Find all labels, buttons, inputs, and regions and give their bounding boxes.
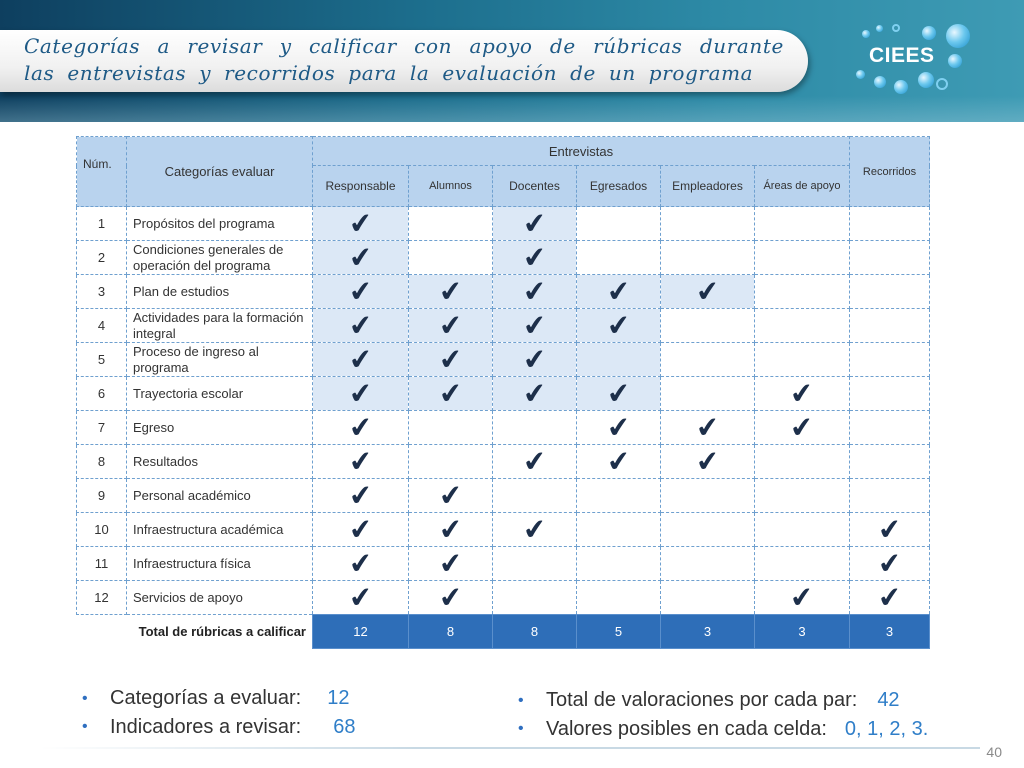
rubrics-table: [76, 136, 930, 649]
checkmark-icon: ✔: [347, 239, 374, 275]
check-cell: [577, 479, 661, 513]
row-category: Personal académico: [127, 479, 313, 513]
check-cell: [493, 241, 577, 275]
row-number: 7: [77, 411, 127, 445]
header-empleadores: Empleadores: [661, 166, 755, 207]
row-number: 4: [77, 309, 127, 343]
check-cell: [493, 445, 577, 479]
checkmark-icon: ✔: [437, 511, 464, 547]
check-cell: [493, 343, 577, 377]
check-cell: [755, 445, 850, 479]
check-cell: [755, 343, 850, 377]
bullet-icon: •: [82, 689, 88, 707]
check-cell: [577, 581, 661, 615]
check-cell: [850, 513, 930, 547]
check-cell: [313, 547, 409, 581]
checkmark-icon: ✔: [521, 239, 548, 275]
checkmark-icon: ✔: [347, 307, 374, 343]
checkmark-icon: ✔: [347, 205, 374, 241]
check-cell: [577, 411, 661, 445]
total-value: 8: [409, 615, 493, 649]
checkmark-icon: ✔: [347, 511, 374, 547]
header-responsable: Responsable: [313, 166, 409, 207]
check-cell: [755, 479, 850, 513]
check-cell: [661, 241, 755, 275]
checkmark-icon: ✔: [694, 273, 721, 309]
check-cell: [409, 241, 493, 275]
check-cell: [850, 445, 930, 479]
row-category: Infraestructura académica: [127, 513, 313, 547]
check-cell: [755, 207, 850, 241]
checkmark-icon: ✔: [605, 273, 632, 309]
check-cell: [661, 411, 755, 445]
header-category: Categorías evaluar: [127, 137, 313, 207]
logo-bubble: [946, 24, 970, 48]
header-num: Núm.: [77, 137, 127, 207]
bullet-value: 42: [877, 689, 900, 711]
check-cell: [661, 581, 755, 615]
check-cell: [661, 377, 755, 411]
check-cell: [313, 241, 409, 275]
checkmark-icon: ✔: [605, 409, 632, 445]
checkmark-icon: ✔: [521, 375, 548, 411]
logo-bubble: [918, 72, 934, 88]
check-cell: [661, 547, 755, 581]
table-row: [77, 275, 930, 309]
check-cell: [755, 241, 850, 275]
check-cell: [493, 581, 577, 615]
checkmark-icon: ✔: [437, 307, 464, 343]
check-cell: [493, 207, 577, 241]
checkmark-icon: ✔: [876, 579, 903, 615]
check-cell: [755, 275, 850, 309]
checkmark-icon: ✔: [437, 273, 464, 309]
table-row: [77, 241, 930, 275]
bullet-label: Indicadores a revisar:: [110, 715, 302, 738]
bullets-right: [518, 686, 928, 743]
check-cell: [850, 581, 930, 615]
logo-text: CIEES: [869, 44, 935, 67]
check-cell: [850, 275, 930, 309]
header-egresados: Egresados: [577, 166, 661, 207]
row-number: 12: [77, 581, 127, 615]
header-docentes: Docentes: [493, 166, 577, 207]
checkmark-icon: ✔: [788, 375, 816, 411]
footer-divider: [40, 747, 980, 749]
logo-ring: [892, 24, 900, 32]
totals-row: [77, 615, 930, 649]
check-cell: [755, 547, 850, 581]
checkmark-icon: ✔: [347, 341, 374, 377]
table-row: [77, 479, 930, 513]
slide-title: Categorías a revisar y calificar con apoyo de rúbricas durante las entrevistas y recorridos para la evaluación de un programa: [24, 34, 784, 85]
check-cell: [409, 513, 493, 547]
check-cell: [577, 445, 661, 479]
logo-bubble: [856, 70, 865, 79]
check-cell: [409, 581, 493, 615]
ciees-logo: [852, 20, 982, 100]
bullet-item: [82, 713, 355, 742]
total-value: 3: [755, 615, 850, 649]
check-cell: [493, 513, 577, 547]
row-number: 9: [77, 479, 127, 513]
check-cell: [755, 513, 850, 547]
bullet-icon: •: [82, 718, 88, 736]
checkmark-icon: ✔: [876, 545, 903, 581]
check-cell: [313, 513, 409, 547]
table-row: [77, 411, 930, 445]
check-cell: [577, 377, 661, 411]
row-number: 8: [77, 445, 127, 479]
header-areas-apoyo: Áreas de apoyo: [755, 166, 850, 207]
total-value: 3: [661, 615, 755, 649]
checkmark-icon: ✔: [347, 579, 374, 615]
check-cell: [313, 479, 409, 513]
check-cell: [577, 547, 661, 581]
check-cell: [661, 445, 755, 479]
checkmark-icon: ✔: [437, 341, 464, 377]
check-cell: [577, 241, 661, 275]
logo-bubble: [922, 26, 936, 40]
logo-bubble: [894, 80, 908, 94]
check-cell: [577, 207, 661, 241]
check-cell: [661, 343, 755, 377]
title-banner: [0, 30, 808, 92]
checkmark-icon: ✔: [521, 511, 548, 547]
total-value: 3: [850, 615, 930, 649]
bullet-value: 0, 1, 2, 3.: [844, 717, 929, 740]
row-category: Propósitos del programa: [127, 207, 313, 241]
check-cell: [313, 275, 409, 309]
check-cell: [493, 275, 577, 309]
page-number: 40: [986, 744, 1002, 760]
checkmark-icon: ✔: [347, 545, 374, 581]
header-alumnos: Alumnos: [409, 166, 493, 207]
check-cell: [409, 207, 493, 241]
checkmark-icon: ✔: [521, 341, 548, 377]
check-cell: [409, 275, 493, 309]
check-cell: [493, 411, 577, 445]
check-cell: [850, 309, 930, 343]
row-category: Plan de estudios: [127, 275, 313, 309]
header-tours: Recorridos: [850, 137, 930, 207]
check-cell: [755, 377, 850, 411]
checkmark-icon: ✔: [605, 443, 632, 479]
check-cell: [577, 275, 661, 309]
bullet-value: 68: [333, 715, 356, 738]
check-cell: [850, 207, 930, 241]
checkmark-icon: ✔: [437, 477, 464, 513]
bullet-icon: •: [518, 720, 524, 738]
check-cell: [755, 309, 850, 343]
check-cell: [313, 445, 409, 479]
table-row: [77, 547, 930, 581]
check-cell: [313, 411, 409, 445]
check-cell: [577, 309, 661, 343]
check-cell: [409, 377, 493, 411]
checkmark-icon: ✔: [694, 409, 721, 445]
checkmark-icon: ✔: [521, 307, 548, 343]
row-category: Servicios de apoyo: [127, 581, 313, 615]
check-cell: [313, 309, 409, 343]
check-cell: [409, 547, 493, 581]
checkmark-icon: ✔: [521, 205, 548, 241]
check-cell: [493, 309, 577, 343]
row-category: Condiciones generales de operación del programa: [127, 241, 313, 275]
bullet-label: Categorías a evaluar:: [110, 687, 302, 709]
check-cell: [493, 479, 577, 513]
row-category: Proceso de ingreso al programa: [127, 343, 313, 377]
bullet-icon: •: [518, 691, 524, 709]
logo-bubble: [874, 76, 886, 88]
row-number: 3: [77, 275, 127, 309]
check-cell: [313, 377, 409, 411]
logo-bubble: [862, 30, 870, 38]
table-row: [77, 581, 930, 615]
check-cell: [409, 479, 493, 513]
bullet-label: Valores posibles en cada celda:: [546, 717, 827, 740]
checkmark-icon: ✔: [788, 579, 816, 615]
checkmark-icon: ✔: [521, 443, 548, 479]
total-value: 8: [493, 615, 577, 649]
bullet-item: [518, 715, 928, 744]
checkmark-icon: ✔: [694, 443, 721, 479]
logo-bubble: [948, 54, 962, 68]
bullet-item: [82, 684, 355, 713]
row-number: 10: [77, 513, 127, 547]
bullet-value: 12: [327, 687, 350, 709]
logo-bubble: [876, 25, 883, 32]
total-value: 12: [313, 615, 409, 649]
check-cell: [755, 411, 850, 445]
bullets-left: [82, 684, 355, 741]
check-cell: [755, 581, 850, 615]
check-cell: [493, 377, 577, 411]
table-body: [77, 207, 930, 649]
row-category: Actividades para la formación integral: [127, 309, 313, 343]
checkmark-icon: ✔: [347, 409, 374, 445]
row-number: 11: [77, 547, 127, 581]
checkmark-icon: ✔: [521, 273, 548, 309]
checkmark-icon: ✔: [876, 511, 903, 547]
table-row: [77, 445, 930, 479]
table-row: [77, 377, 930, 411]
bullet-item: [518, 686, 928, 715]
check-cell: [661, 513, 755, 547]
row-category: Resultados: [127, 445, 313, 479]
check-cell: [850, 547, 930, 581]
row-number: 5: [77, 343, 127, 377]
check-cell: [409, 343, 493, 377]
check-cell: [850, 343, 930, 377]
check-cell: [409, 309, 493, 343]
checkmark-icon: ✔: [347, 477, 374, 513]
header-interviews: Entrevistas: [313, 137, 850, 166]
row-category: Egreso: [127, 411, 313, 445]
totals-label: Total de rúbricas a calificar: [77, 615, 313, 649]
check-cell: [661, 479, 755, 513]
check-cell: [577, 343, 661, 377]
checkmark-icon: ✔: [605, 307, 632, 343]
checkmark-icon: ✔: [788, 409, 816, 445]
check-cell: [661, 275, 755, 309]
row-category: Infraestructura física: [127, 547, 313, 581]
check-cell: [661, 309, 755, 343]
check-cell: [850, 377, 930, 411]
checkmark-icon: ✔: [437, 579, 464, 615]
total-value: 5: [577, 615, 661, 649]
check-cell: [409, 445, 493, 479]
checkmark-icon: ✔: [347, 375, 374, 411]
check-cell: [493, 547, 577, 581]
table-row: [77, 513, 930, 547]
table-row: [77, 343, 930, 377]
check-cell: [577, 513, 661, 547]
bullet-label: Total de valoraciones por cada par:: [546, 689, 858, 711]
table-row: [77, 309, 930, 343]
check-cell: [313, 343, 409, 377]
checkmark-icon: ✔: [437, 375, 464, 411]
check-cell: [661, 207, 755, 241]
check-cell: [850, 241, 930, 275]
row-category: Trayectoria escolar: [127, 377, 313, 411]
row-number: 1: [77, 207, 127, 241]
check-cell: [850, 479, 930, 513]
checkmark-icon: ✔: [605, 375, 632, 411]
table-row: [77, 207, 930, 241]
check-cell: [313, 207, 409, 241]
checkmark-icon: ✔: [347, 443, 374, 479]
logo-ring: [936, 78, 948, 90]
checkmark-icon: ✔: [347, 273, 374, 309]
check-cell: [409, 411, 493, 445]
check-cell: [313, 581, 409, 615]
row-number: 2: [77, 241, 127, 275]
row-number: 6: [77, 377, 127, 411]
checkmark-icon: ✔: [437, 545, 464, 581]
check-cell: [850, 411, 930, 445]
